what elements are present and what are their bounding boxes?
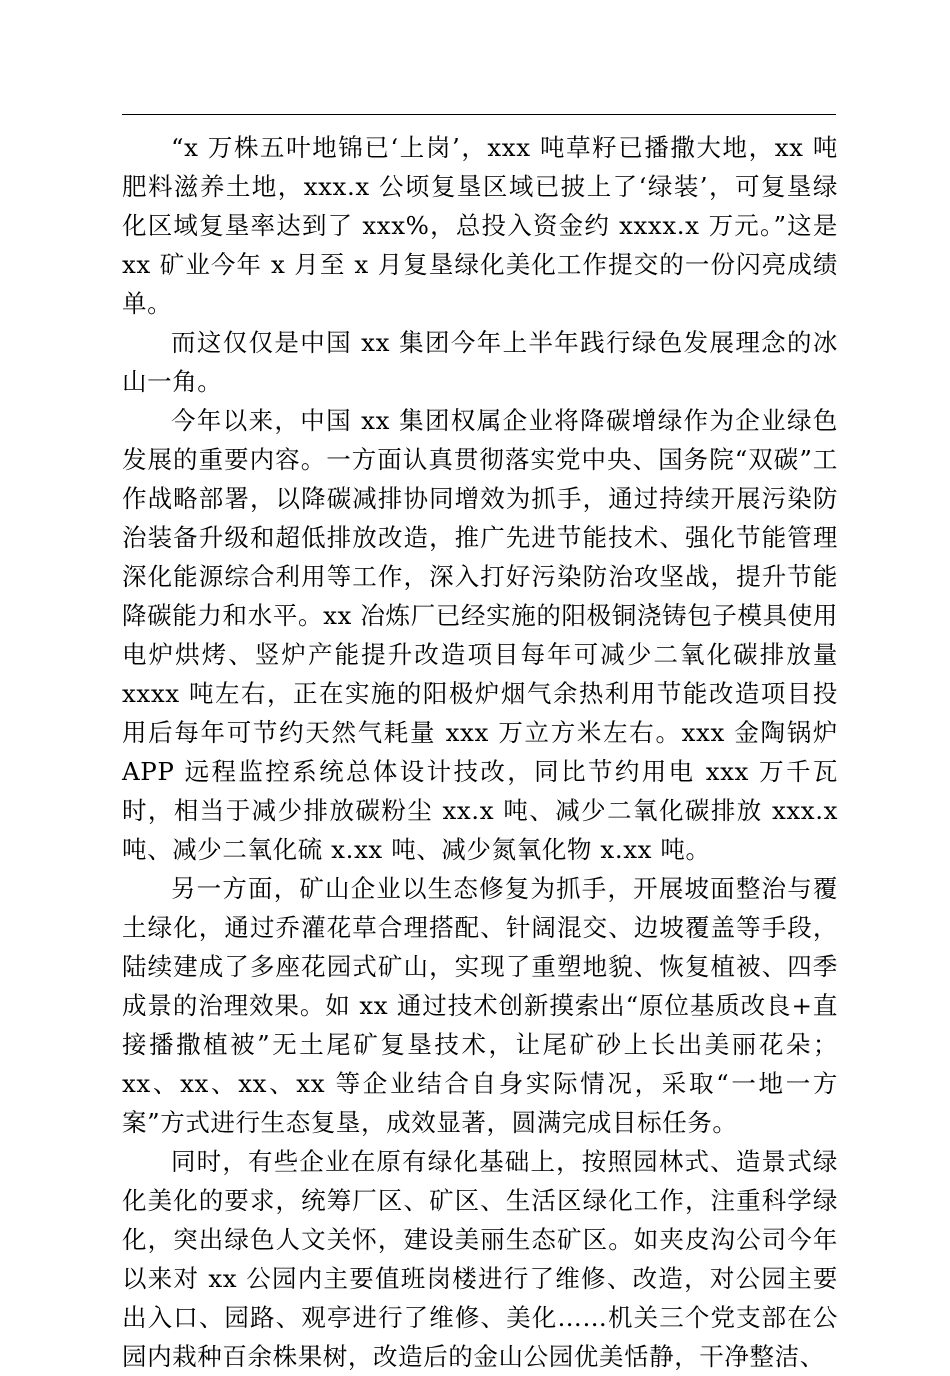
paragraph-tip-of-iceberg: 而这仅仅是中国 xx 集团今年上半年践行绿色发展理念的冰山一角。 — [122, 328, 838, 396]
paragraph-ecological-restoration: 另一方面，矿山企业以生态修复为抓手，开展坡面整治与覆土绿化，通过乔灌花草合理搭配、针阔混交、边坡覆盖等手段，陆续建成了多座花园式矿山，实现了重塑地貌、恢复植被、四季成景的治理效果。如 xx 通过技术创新摸索出“原位基质改良+直接播撒植被”无土尾矿复垦技术，让尾矿砂上长出美丽花朵；xx、xx、xx、xx 等企业结合自身实际情况，采取“一地一方案”方式进行生态复垦，成效显著，圆满完成目标任务。 — [122, 874, 838, 1137]
header-divider — [122, 114, 836, 115]
paragraph-carbon-reduction: 今年以来，中国 xx 集团权属企业将降碳增绿作为企业绿色发展的重要内容。一方面认真贯彻落实党中央、国务院“双碳”工作战略部署，以降碳减排协同增效为抓手，通过持续开展污染防治装备升级和超低排放改造，推广先进节能技术、强化节能管理深化能源综合利用等工作，深入打好污染防治攻坚战，提升节能降碳能力和水平。xx 冶炼厂已经实施的阳极铜浇铸包子模具使用电炉烘烤、竖炉产能提升改造项目每年可减少二氧化碳排放量 xxxx 吨左右，正在实施的阳极炉烟气余热利用节能改造项目投用后每年可节约天然气耗量 xxx 万立方米左右。xxx 金陶锅炉 APP 远程监控系统总体设计技改，同比节约用电 xxx 万千瓦时，相当于减少排放碳粉尘 xx.x 吨、减少二氧化碳排放 xxx.x 吨、减少二氧化硫 x.xx 吨、减少氮氧化物 x.xx 吨。 — [122, 406, 838, 864]
document-body — [122, 128, 838, 1376]
paragraph-greening-beautification: 同时，有些企业在原有绿化基础上，按照园林式、造景式绿化美化的要求，统筹厂区、矿区、生活区绿化工作，注重科学绿化，突出绿色人文关怀，建设美丽生态矿区。如夹皮沟公司今年以来对 xx 公园内主要值班岗楼进行了维修、改造，对公园主要出入口、园路、观亭进行了维修、美化……机关三个党支部在公园内栽种百余株果树，改造后的金山公园优美恬静，干净整洁、 — [122, 1147, 838, 1371]
paragraph-reclamation-results: “x 万株五叶地锦已‘上岗’，xxx 吨草籽已播撒大地，xx 吨肥料滋养土地，xxx.x 公顷复垦区域已披上了‘绿装’，可复垦绿化区域复垦率达到了 xxx%，总投入资金约 xxxx.x 万元。”这是 xx 矿业今年 x 月至 x 月复垦绿化美化工作提交的一份闪亮成绩单。 — [122, 133, 838, 318]
